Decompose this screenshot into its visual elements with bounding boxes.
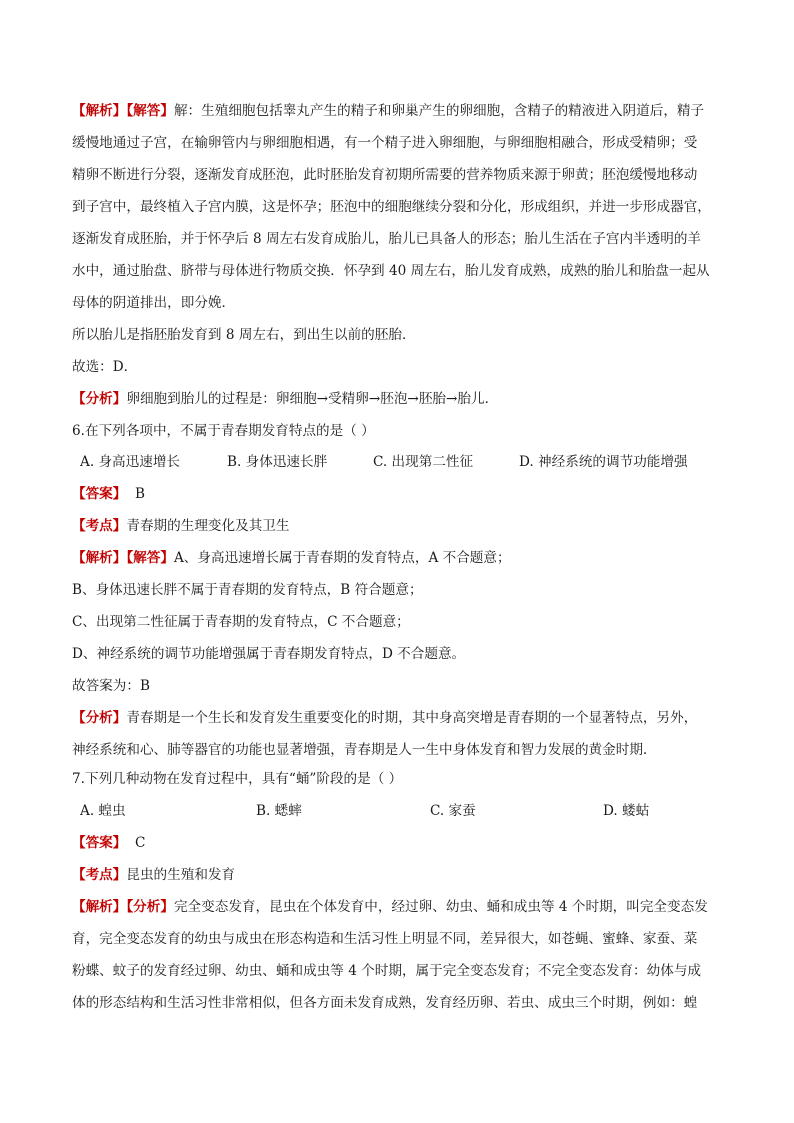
q6-jieda-line-1: [72, 548, 511, 568]
q7-kaodian: 昆虫的生殖和发育: [126, 867, 236, 883]
q6-fenxi-line-1: [72, 708, 697, 728]
s5-analysis-line-4: 到子宫中，最终植入子宫内膜，这是怀孕；胚泡中的细胞继续分裂和分化，形成组织，并进一步形成器官，: [72, 199, 711, 215]
q7-option-b: B. 蟋蟀: [256, 803, 302, 819]
q7-stem: 7.下列几种动物在发育过程中，具有“蛹”阶段的是（ ）: [72, 771, 403, 787]
q7-fenxi-line-4: 体的形态结构和生活习性非常相似，但各方面未发育成熟，发育经历卵、若虫、成虫三个时期，例如：蝗: [72, 995, 698, 1011]
fenxi-label: 【分析】: [72, 710, 127, 726]
q6-fenxi-text-1: 青春期是一个生长和发育发生重要变化的时期，其中身高突增是青春期的一个显著特点，另外，: [126, 710, 698, 726]
q7-fenxi-line-2: 育，完全变态发育的幼虫与成虫在形态构造和生活习性上明显不同，差异很大，如苍蝇、蜜蜂、家蚕、菜: [72, 931, 698, 947]
q7-option-a: A. 蝗虫: [80, 803, 126, 819]
s5-fenxi-text: 卵细胞到胎儿的过程是：卵细胞→受精卵→胚泡→胚胎→胎儿．: [126, 391, 499, 407]
q7-option-d: D. 蝼蛄: [603, 803, 650, 819]
q6-stem: 6.在下列各项中，不属于青春期发育特点的是（ ）: [72, 423, 375, 439]
q6-final: 故答案为：B: [72, 678, 150, 694]
q6-option-d: D. 神经系统的调节功能增强: [519, 454, 688, 470]
q7-option-c: C. 家蚕: [430, 803, 476, 819]
s5-analysis-line-3: 精卵不断进行分裂，逐渐发育成胚泡，此时胚胎发育初期所需要的营养物质来源于卵黄；胚泡缓慢地移动: [72, 167, 698, 183]
q6-kaodian-line: [72, 516, 290, 536]
s5-conclusion: 所以胎儿是指胚胎发育到 8 周左右，到出生以前的胚胎．: [72, 327, 416, 343]
q6-answer: B: [135, 486, 146, 502]
fenxi-label: 【分析】: [126, 899, 174, 915]
q7-answer-line: [72, 833, 145, 853]
kaodian-label: 【考点】: [72, 867, 127, 883]
s5-choice: 故选：D．: [72, 359, 138, 375]
s5-analysis-line-7: 母体的阴道排出，即分娩．: [72, 295, 236, 311]
q6-answer-line: [72, 484, 145, 504]
q7-kaodian-line: [72, 865, 235, 885]
jieda-label: 【解答】: [126, 103, 174, 119]
q6-kaodian: 青春期的生理变化及其卫生: [126, 518, 290, 534]
kaodian-label: 【考点】: [72, 518, 127, 534]
q6-fenxi-line-2: 神经系统和心、肺等器官的功能也显著增强，青春期是人一生中身体发育和智力发展的黄金时期.: [72, 742, 648, 758]
q7-answer: C: [135, 835, 146, 851]
jiexi-label: 【解析】: [72, 899, 127, 915]
q6-jieda-line-4: D、神经系统的调节功能增强属于青春期发育特点，D 不合题意。: [72, 646, 466, 662]
s5-fenxi-line: [72, 389, 498, 409]
daan-label: 【答案】: [72, 486, 127, 502]
q7-fenxi-line-1: [72, 897, 708, 917]
q6-jieda-line-2: B、身体迅速长胖不属于青春期的发育特点，B 符合题意；: [72, 582, 423, 598]
q7-fenxi-line-3: 粉蝶、蚊子的发育经过卵、幼虫、蛹和成虫等 4 个时期，属于完全变态发育；不完全变态发育：幼体与成: [72, 963, 702, 979]
q6-option-c: C. 出现第二性征: [373, 454, 474, 470]
jiexi-label: 【解析】: [72, 550, 127, 566]
q6-option-b: B. 身体迅速长胖: [227, 454, 328, 470]
q6-option-a: A. 身高迅速增长: [80, 454, 181, 470]
q6-jieda-line-3: C、出现第二性征属于青春期的发育特点，C 不合题意；: [72, 614, 410, 630]
s5-analysis-line-2: 缓慢地通过子宫，在输卵管内与卵细胞相遇，有一个精子进入卵细胞，与卵细胞相融合，形成受精卵；受: [72, 135, 698, 151]
s5-analysis-text: 解：生殖细胞包括睾丸产生的精子和卵巢产生的卵细胞，含精子的精液进入阴道后，精子: [173, 103, 705, 119]
q7-fenxi-text-1: 完全变态发育，昆虫在个体发育中，经过卵、幼虫、蛹和成虫等 4 个时期，叫完全变态发: [173, 899, 708, 915]
s5-analysis-line-5: 逐渐发育成胚胎，并于怀孕后 8 周左右发育成胎儿，胎儿已具备人的形态；胎儿生活在子宫内半透明的羊: [72, 231, 702, 247]
jiexi-label: 【解析】: [72, 103, 127, 119]
daan-label: 【答案】: [72, 835, 127, 851]
fenxi-label: 【分析】: [72, 391, 127, 407]
s5-analysis-line-1: [72, 101, 704, 121]
q6-jieda-text-1: A、身高迅速增长属于青春期的发育特点，A 不合题意；: [173, 550, 511, 566]
s5-analysis-line-6: 水中，通过胎盘、脐带与母体进行物质交换．怀孕到 40 周左右，胎儿发育成熟，成熟的胎儿和胎盘一起从: [72, 263, 710, 279]
jieda-label: 【解答】: [126, 550, 174, 566]
